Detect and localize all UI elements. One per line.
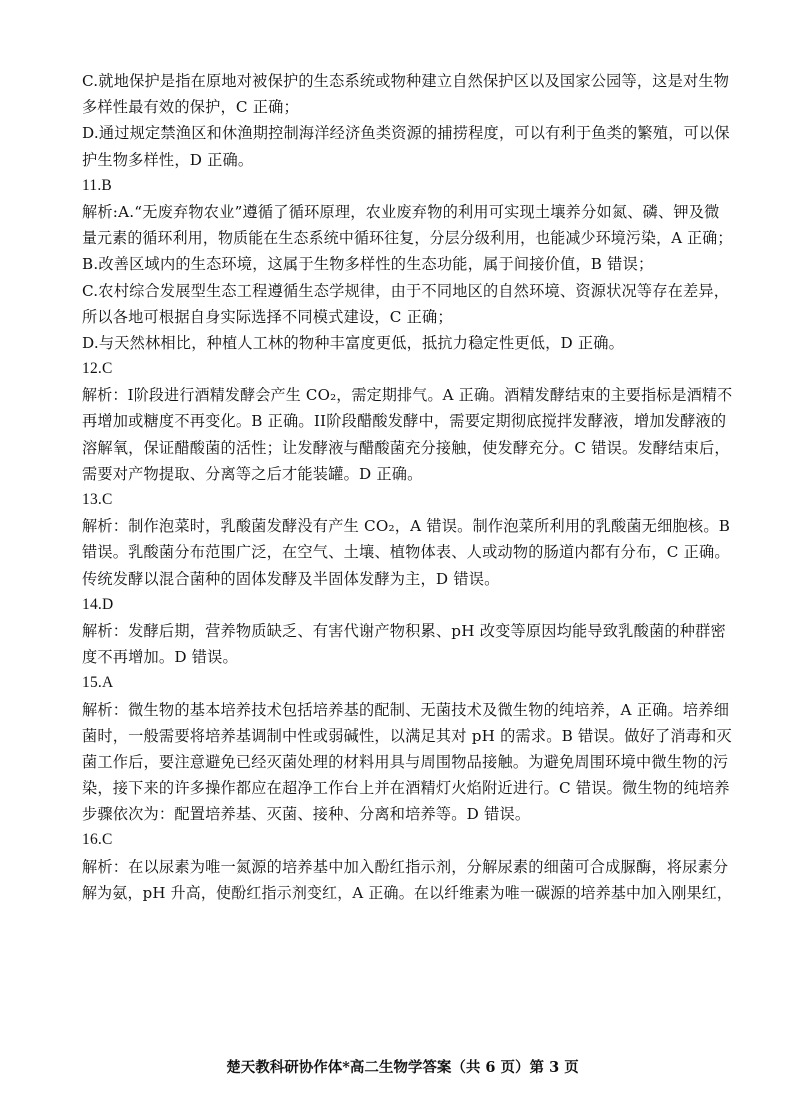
text-line: 传统发酵以混合菌种的固体发酵及半固体发酵为主，D 错误。 [82,569,500,588]
question-answer-key: 15.A [82,674,114,692]
text-line: 解析:A.“无废弃物农业”遵循了循环原理，农业废弃物的利用可实现土壤养分如氮、磷、钾及微 [82,202,720,221]
text-line: 溶解氧，保证醋酸菌的活性；让发酵液与醋酸菌充分接触，使发酵充分。C 错误。发酵结束后， [82,438,730,457]
text-line: 染，接下来的许多操作都应在超净工作台上并在酒精灯火焰附近进行。C 错误。微生物的纯培养 [82,779,730,798]
text-line: 需要对产物提取、分离等之后才能装罐。D 正确。 [82,464,423,483]
text-line: 解析：发酵后期，营养物质缺乏、有害代谢产物积累、pH 改变等原因均能导致乳酸菌的种群密 [82,621,726,640]
text-line: 解析：微生物的基本培养技术包括培养基的配制、无菌技术及微生物的纯培养，A 正确。培养细 [82,700,730,719]
question-answer-key: 16.C [82,831,113,849]
text-line: 解析：制作泡菜时，乳酸菌发酵没有产生 CO₂，A 错误。制作泡菜所利用的乳酸菌无细胞核。B [82,517,731,536]
question-answer-key: 11.B [82,176,112,194]
text-line: 解为氨，pH 升高，使酚红指示剂变红，A 正确。在以纤维素为唯一碳源的培养基中加入刚果红， [82,883,733,902]
text-line: B.改善区域内的生态环境，这属于生物多样性的生态功能，属于间接价值，B 错误； [82,255,654,274]
text-line: 所以各地可根据自身实际选择不同模式建设，C 正确； [82,307,453,326]
text-line: 错误。乳酸菌分布范围广泛，在空气、土壤、植物体表、人或动物的肠道内都有分布，C 正确。 [82,543,730,562]
text-line: 量元素的循环利用，物质能在生态系统中循环往复，分层分级利用，也能减少环境污染，A 正确； [82,229,733,248]
text-line: D.与天然林相比，种植人工林的物种丰富度更低，抵抗力稳定性更低，D 正确。 [82,333,625,352]
text-line: C.农村综合发展型生态工程遵循生态学规律，由于不同地区的自然环境、资源状况等存在差异， [82,281,730,300]
text-line: D.通过规定禁渔区和休渔期控制海洋经济鱼类资源的捕捞程度，可以有利于鱼类的繁殖，可以保 [82,124,730,143]
question-answer-key: 13.C [82,491,113,508]
text-line: 度不再增加。D 错误。 [82,648,238,667]
text-line: 护生物多样性，D 正确。 [82,150,254,169]
question-answer-key: 12.C [82,360,113,378]
text-line: 再增加或糖度不再变化。B 正确。II阶段醋酸发酵中，需要定期彻底搅拌发酵液，增加发酵液的 [82,412,727,431]
text-line: 步骤依次为：配置培养基、灭菌、接种、分离和培养等。D 错误。 [82,805,531,824]
answer-text-body [82,68,732,906]
text-line: C.就地保护是指在原地对被保护的生态系统或物种建立自然保护区以及国家公园等，这是对生物 [82,72,730,90]
text-line: 多样性最有效的保护，C 正确； [82,98,299,117]
text-line: 解析：I阶段进行酒精发酵会产生 CO₂，需定期排气。A 正确。酒精发酵结束的主要指标是酒精不 [82,386,733,405]
page-footer: 楚天教科研协作体*高二生物学答案（共 6 页）第 3 页 [226,1059,579,1076]
text-line: 菌工作后，要注意避免已经灭菌处理的材料用具与周围物品接触。为避免周围环境中微生物的污 [82,752,729,771]
text-line: 菌时，一般需要将培养基调制中性或弱碱性，以满足其对 pH 的需求。B 错误。做好了消毒和灭 [82,726,732,745]
text-line: 解析：在以尿素为唯一氮源的培养基中加入酚红指示剂，分解尿素的细菌可合成脲酶，将尿素分 [82,857,729,876]
question-answer-key: 14.D [82,595,114,613]
